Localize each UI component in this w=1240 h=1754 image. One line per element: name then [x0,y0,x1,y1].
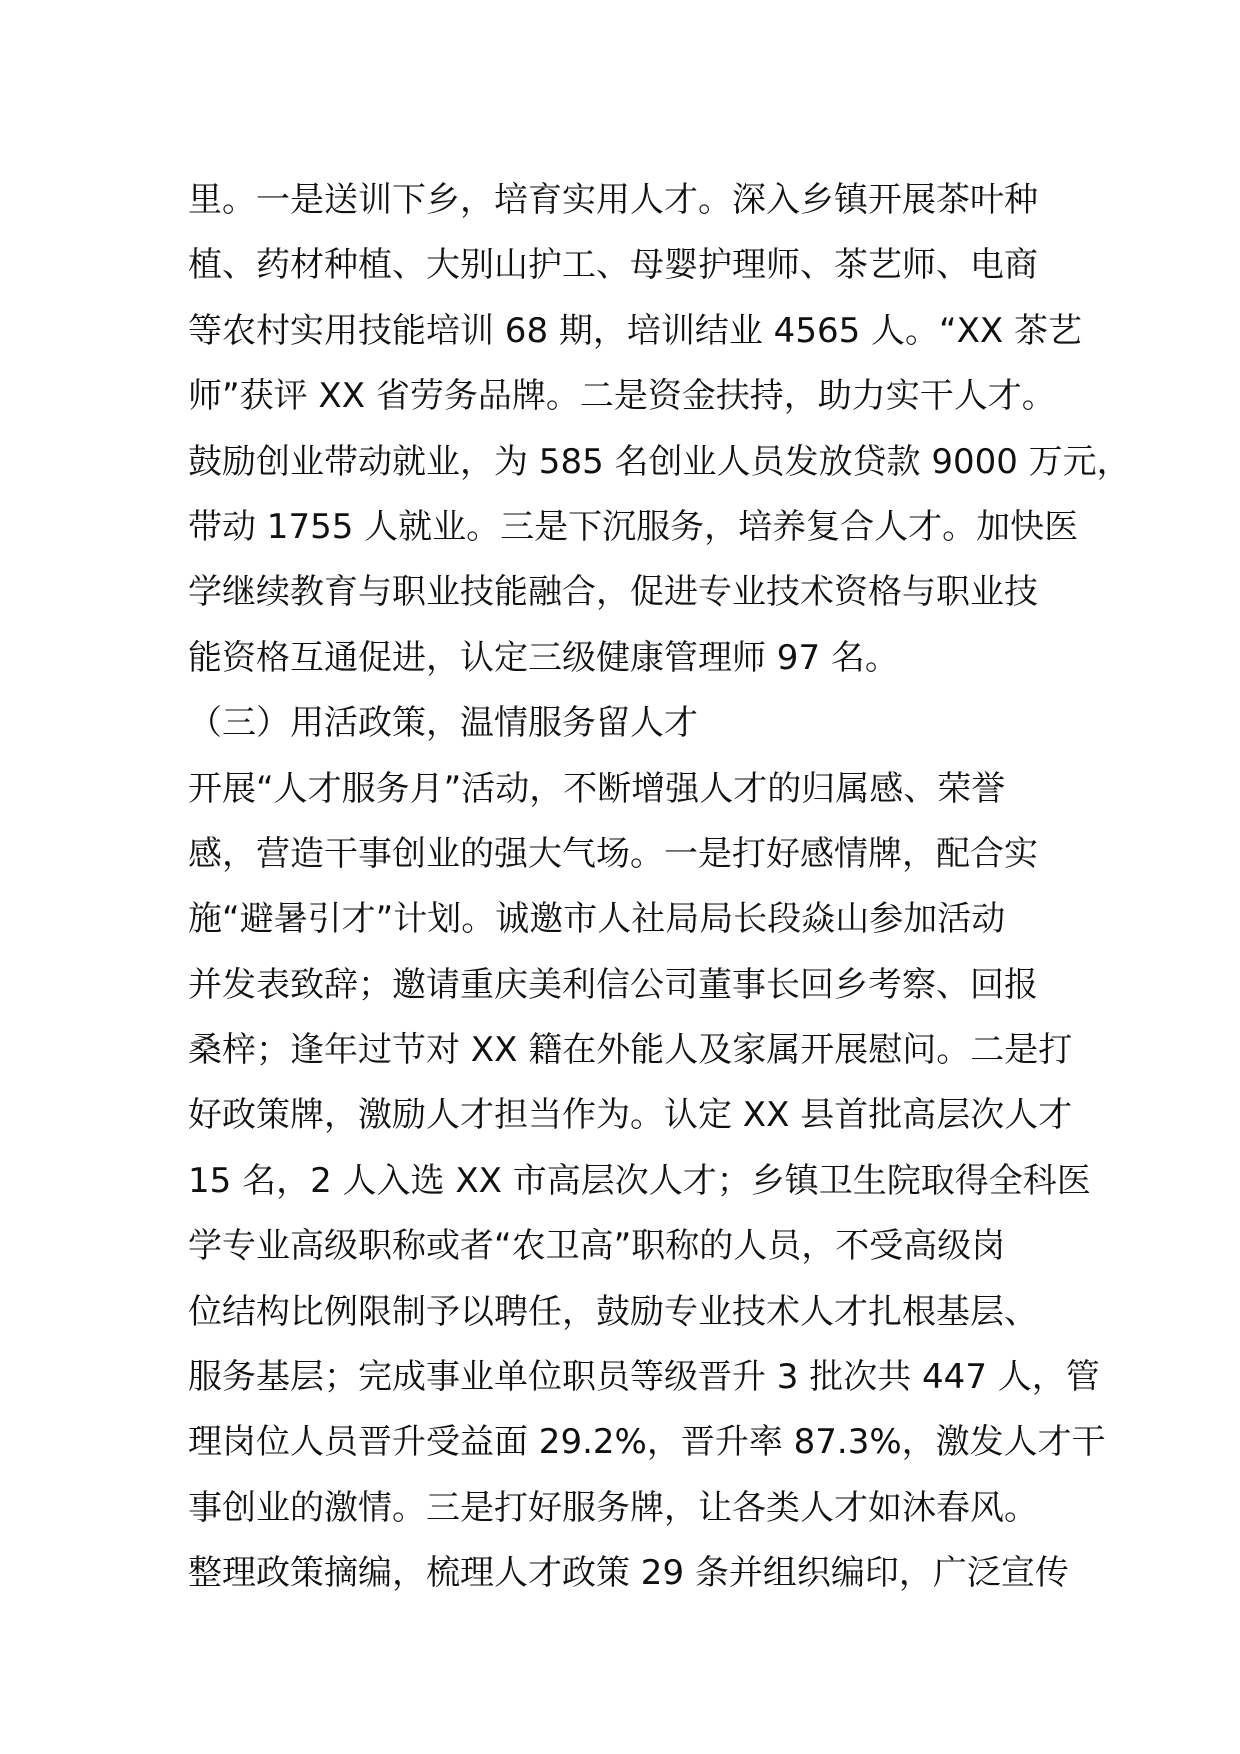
text-line: 整理政策摘编，梳理人才政策 29 条并组织编印，广泛宣传 [188,1553,1069,1594]
text-line: 并发表致辞；邀请重庆美利信公司董事长回乡考察、回报 [188,964,1038,1005]
text-line: 里。一是送训下乡，培育实用人才。深入乡镇开展茶叶种 [188,180,1038,220]
text-line: 学专业高级职称或者“农卫高”职称的人员，不受高级岗 [188,1226,1006,1267]
text-line: 带动 1755 人就业。三是下沉服务，培养复合人才。加快医 [188,506,1079,547]
text-line: 服务基层；完成事业单位职员等级晋升 3 批次共 447 人，管 [188,1357,1100,1398]
text-line: 师”获评 XX 省劳务品牌。二是资金扶持，助力实干人才。 [188,376,1056,417]
text-line: 感，营造干事创业的强大气场。一是打好感情牌，配合实 [188,833,1038,874]
body-text [188,168,1131,1607]
text-line: 好政策牌，激励人才担当作为。认定 XX 县首批高层次人才 [188,1095,1073,1136]
text-line: 等农村实用技能培训 68 期，培训结业 4565 人。“XX 茶艺 [188,310,1083,351]
text-line: 理岗位人员晋升受益面 29.2%，晋升率 87.3%，激发人才干 [188,1422,1106,1463]
text-line: 事创业的激情。三是打好服务牌，让各类人才如沐春风。 [188,1487,1038,1528]
text-line: 能资格互通促进，认定三级健康管理师 97 名。 [188,637,899,678]
text-line: 施“避暑引才”计划。诚邀市人社局局长段焱山参加活动 [188,899,1006,940]
text-line: 位结构比例限制予以聘任，鼓励专业技术人才扎根基层、 [188,1291,1038,1332]
text-line: 学继续教育与职业技能融合，促进专业技术资格与职业技 [188,572,1038,613]
section-heading: （三）用活政策，温情服务留人才 [188,703,698,744]
text-line: 开展“人才服务月”活动，不断增强人才的归属感、荣誉 [188,768,1006,809]
text-line: 15 名，2 人入选 XX 市高层次人才；乡镇卫生院取得全科医 [188,1160,1091,1201]
text-line: 植、药材种植、大别山护工、母婴护理师、茶艺师、电商 [188,245,1038,286]
text-line: 桑梓；逢年过节对 XX 籍在外能人及家属开展慰问。二是打 [188,1030,1073,1071]
text-line: 鼓励创业带动就业，为 585 名创业人员发放贷款 9000 万元， [188,441,1131,482]
